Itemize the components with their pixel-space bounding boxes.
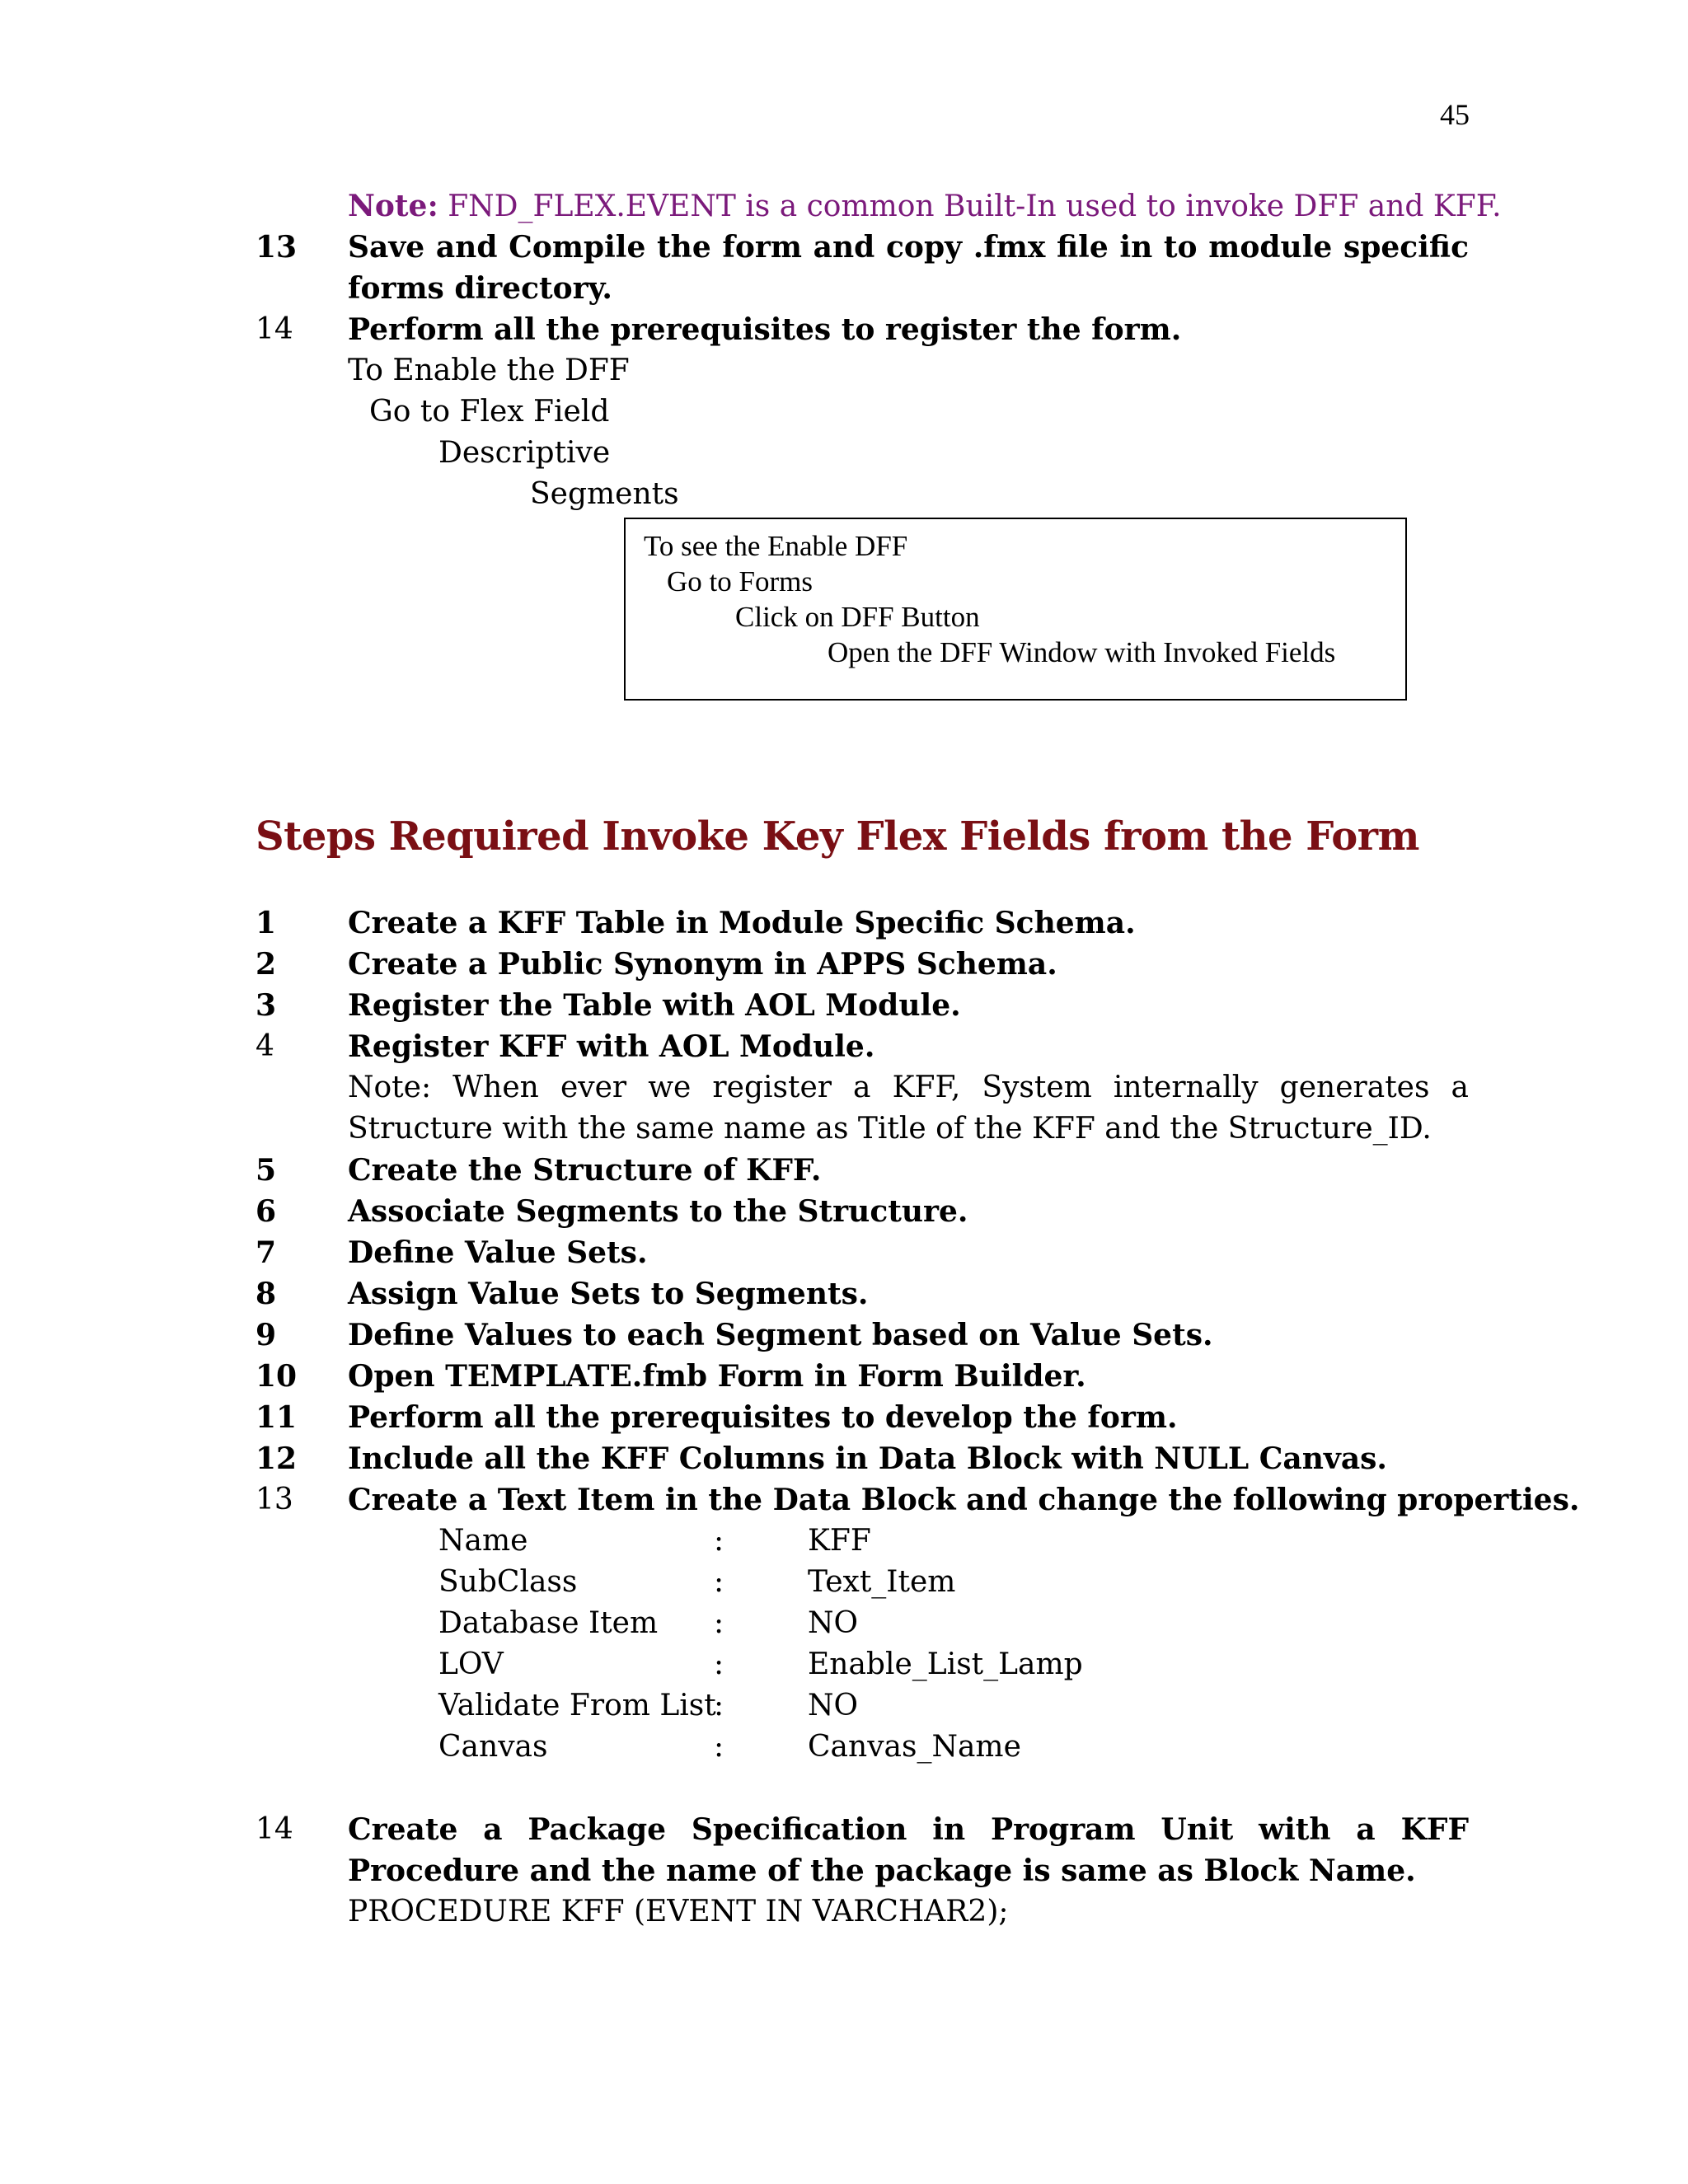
- step-text: Create a Public Synonym in APPS Schema.: [348, 947, 1057, 982]
- enable-dff-box: [624, 518, 1407, 701]
- note-label: Note:: [348, 189, 438, 223]
- step-text: Create the Structure of KFF.: [348, 1153, 822, 1188]
- property-colon: :: [714, 1730, 724, 1764]
- step-text: Register KFF with AOL Module.: [348, 1029, 875, 1064]
- property-name: Database Item: [438, 1606, 659, 1640]
- step4-note: Note: When ever we register a KFF, System internally generates a Structure with the same name as Title of the KFF and the Structure_ID.: [348, 1071, 1469, 1146]
- step-number: 9: [256, 1318, 277, 1352]
- property-value: KFF: [808, 1524, 871, 1558]
- step-number: 13: [256, 230, 298, 265]
- step-number: 8: [256, 1277, 277, 1311]
- procedure-declaration: PROCEDURE KFF (EVENT IN VARCHAR2);: [348, 1895, 1009, 1929]
- property-colon: :: [714, 1524, 724, 1558]
- property-value: Enable_List_Lamp: [808, 1647, 1083, 1681]
- step-number: 6: [256, 1194, 277, 1229]
- property-colon: :: [714, 1606, 724, 1640]
- step-text: Save and Compile the form and copy .fmx file in to module specific forms directory.: [348, 230, 1469, 306]
- step-number: 1: [256, 906, 277, 940]
- step-text: Create a KFF Table in Module Specific Schema.: [348, 906, 1136, 940]
- box-line: Click on DFF Button: [735, 601, 980, 633]
- step-number: 5: [256, 1153, 277, 1188]
- property-name: Validate From List: [438, 1689, 716, 1722]
- step-text: Associate Segments to the Structure.: [348, 1194, 968, 1229]
- builtin-note: [348, 185, 1502, 227]
- section-heading: Steps Required Invoke Key Flex Fields from the Form: [256, 813, 1419, 860]
- step-text: Include all the KFF Columns in Data Block with NULL Canvas.: [348, 1441, 1387, 1476]
- step-text: Assign Value Sets to Segments.: [348, 1277, 869, 1311]
- nav-path-level-2: Go to Flex Field: [369, 395, 610, 429]
- step-text: Define Value Sets.: [348, 1235, 648, 1270]
- step-number: 14: [256, 1812, 293, 1846]
- step-number: 14: [256, 312, 293, 346]
- step-number: 12: [256, 1441, 298, 1476]
- property-name: Canvas: [438, 1730, 548, 1764]
- property-colon: :: [714, 1647, 724, 1681]
- box-line: Open the DFF Window with Invoked Fields: [828, 636, 1336, 668]
- step-number: 10: [256, 1359, 298, 1394]
- step-text: Create a Text Item in the Data Block and change the following properties.: [348, 1483, 1580, 1517]
- step-number: 13: [256, 1483, 293, 1516]
- step-number: 11: [256, 1400, 298, 1435]
- property-name: Name: [438, 1524, 528, 1558]
- nav-path-level-3: Descriptive: [438, 436, 611, 470]
- property-name: SubClass: [438, 1565, 578, 1599]
- property-colon: :: [714, 1689, 724, 1722]
- nav-path-level-4: Segments: [530, 477, 679, 511]
- step-number: 2: [256, 947, 277, 982]
- property-colon: :: [714, 1565, 724, 1599]
- nav-path-level-1: To Enable the DFF: [348, 354, 630, 387]
- box-line: Go to Forms: [667, 565, 813, 598]
- property-value: NO: [808, 1689, 859, 1722]
- step-number: 3: [256, 988, 277, 1023]
- property-value: NO: [808, 1606, 859, 1640]
- step-text: Open TEMPLATE.fmb Form in Form Builder.: [348, 1359, 1086, 1394]
- step-number: 4: [256, 1029, 274, 1063]
- note-text: FND_FLEX.EVENT is a common Built-In used to invoke DFF and KFF.: [438, 190, 1502, 223]
- property-name: LOV: [438, 1647, 504, 1681]
- step-text: Perform all the prerequisites to register the form.: [348, 312, 1182, 347]
- property-value: Canvas_Name: [808, 1730, 1021, 1764]
- step-text: Define Values to each Segment based on Value Sets.: [348, 1318, 1213, 1352]
- box-line: To see the Enable DFF: [644, 530, 908, 562]
- page-number: 45: [1440, 98, 1470, 131]
- property-value: Text_Item: [808, 1565, 956, 1599]
- step-text: Register the Table with AOL Module.: [348, 988, 961, 1023]
- step-text: Create a Package Specification in Program Unit with a KFF Procedure and the name of the package is same as Block Name.: [348, 1812, 1469, 1888]
- step-number: 7: [256, 1235, 277, 1270]
- step-text: Perform all the prerequisites to develop the form.: [348, 1400, 1178, 1435]
